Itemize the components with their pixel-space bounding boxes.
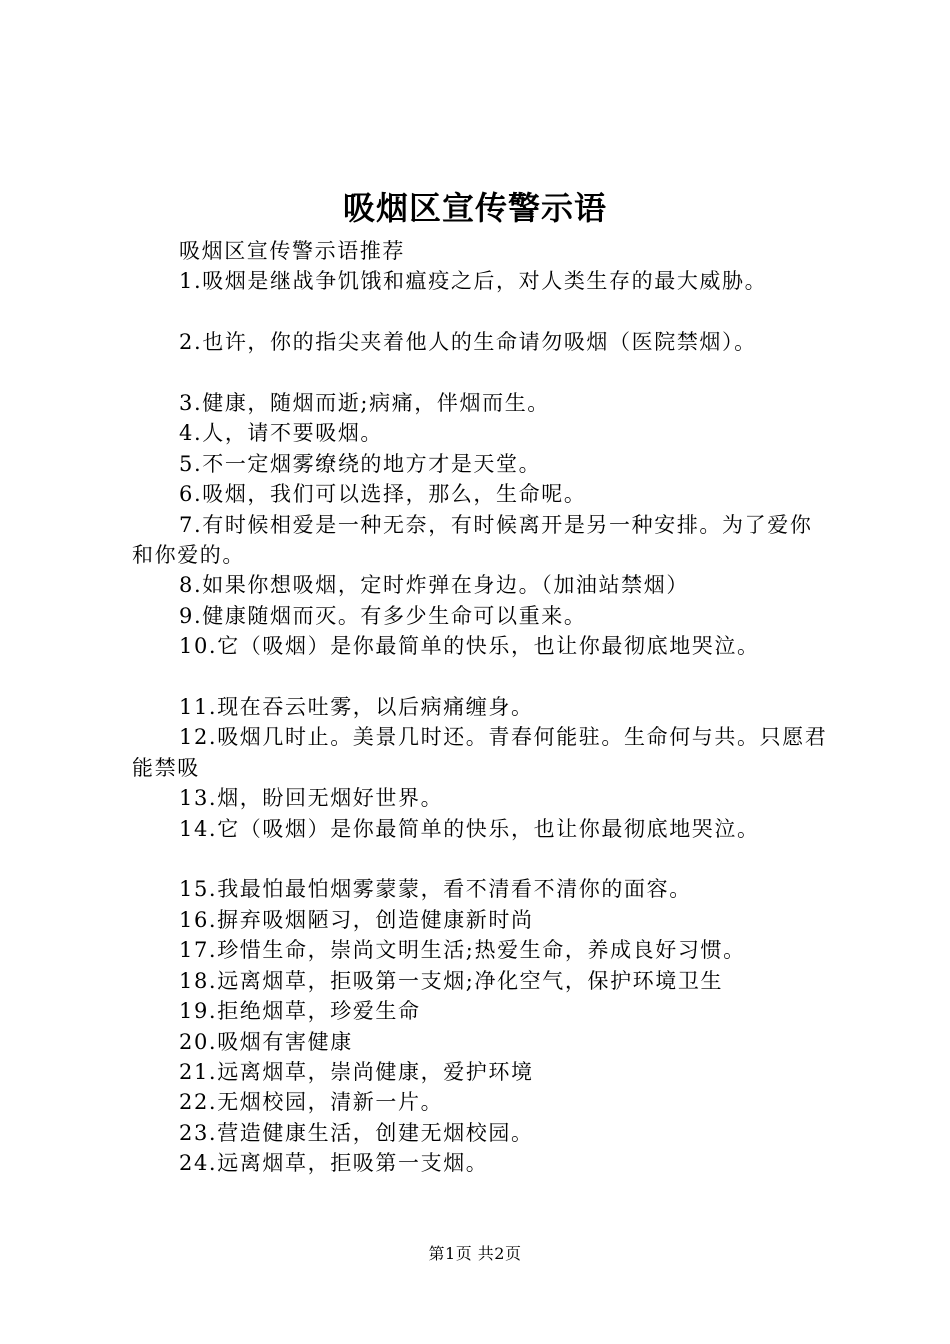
slogan-item: 3.健康，随烟而逝;病痛，伴烟而生。 (179, 391, 550, 415)
page-footer: 第1页 共2页 (428, 1244, 522, 1263)
slogan-item: 21.远离烟草，崇尚健康，爱护环境 (179, 1059, 534, 1084)
slogan-item: 4.人，请不要吸烟。 (179, 421, 384, 446)
slogan-item: 15.我最怕最怕烟雾蒙蒙，看不清看不清你的面容。 (179, 877, 692, 902)
slogan-item: 6.吸烟，我们可以选择，那么，生命呢。 (179, 482, 587, 507)
slogan-list (132, 266, 832, 1178)
slogan-item: 23.营造健康生活，创建无烟校园。 (179, 1120, 534, 1145)
slogan-item: 8.如果你想吸烟，定时炸弹在身边。（加油站禁烟） (179, 573, 689, 598)
slogan-item: 14.它（吸烟）是你最简单的快乐，也让你最彻底地哭泣。 (179, 816, 760, 841)
document-title: 吸烟区宣传警示语 (342, 189, 607, 227)
slogan-item: 5.不一定烟雾缭绕的地方才是天堂。 (179, 451, 542, 476)
blank-line (132, 358, 832, 388)
slogan-item: 16.摒弃吸烟陋习，创造健康新时尚 (179, 907, 534, 932)
blank-line (132, 844, 832, 874)
blank-line (132, 662, 832, 692)
slogan-item: 2.也许，你的指尖夹着他人的生命请勿吸烟（医院禁烟）。 (179, 330, 757, 355)
document-body (132, 236, 832, 1179)
slogan-item: 18.远离烟草，拒吸第一支烟;净化空气，保护环境卫生 (179, 968, 724, 993)
slogan-item: 12.吸烟几时止。美景几时还。青春何能驻。生命何与共。只愿君能禁吸 (132, 725, 828, 780)
slogan-item: 1.吸烟是继战争饥饿和瘟疫之后，对人类生存的最大威胁。 (179, 269, 768, 294)
slogan-item: 9.健康随烟而灭。有多少生命可以重来。 (179, 603, 587, 628)
slogan-item: 17.珍惜生命，崇尚文明生活;热爱生命，养成良好习惯。 (179, 938, 746, 963)
slogan-item: 20.吸烟有害健康 (179, 1029, 353, 1054)
intro-line: 吸烟区宣传警示语推荐 (179, 239, 405, 263)
slogan-item: 7.有时候相爱是一种无奈，有时候离开是另一种安排。为了爱你和你爱的。 (132, 512, 813, 568)
slogan-item: 13.烟，盼回无烟好世界。 (179, 786, 444, 811)
slogan-item: 11.现在吞云吐雾，以后病痛缠身。 (179, 695, 534, 720)
slogan-item: 24.远离烟草，拒吸第一支烟。 (179, 1151, 489, 1176)
blank-line (132, 297, 832, 327)
slogan-item: 22.无烟校园，清新一片。 (179, 1090, 444, 1115)
slogan-item: 19.拒绝烟草，珍爱生命 (179, 999, 421, 1024)
slogan-item: 10.它（吸烟）是你最简单的快乐，也让你最彻底地哭泣。 (179, 634, 760, 659)
